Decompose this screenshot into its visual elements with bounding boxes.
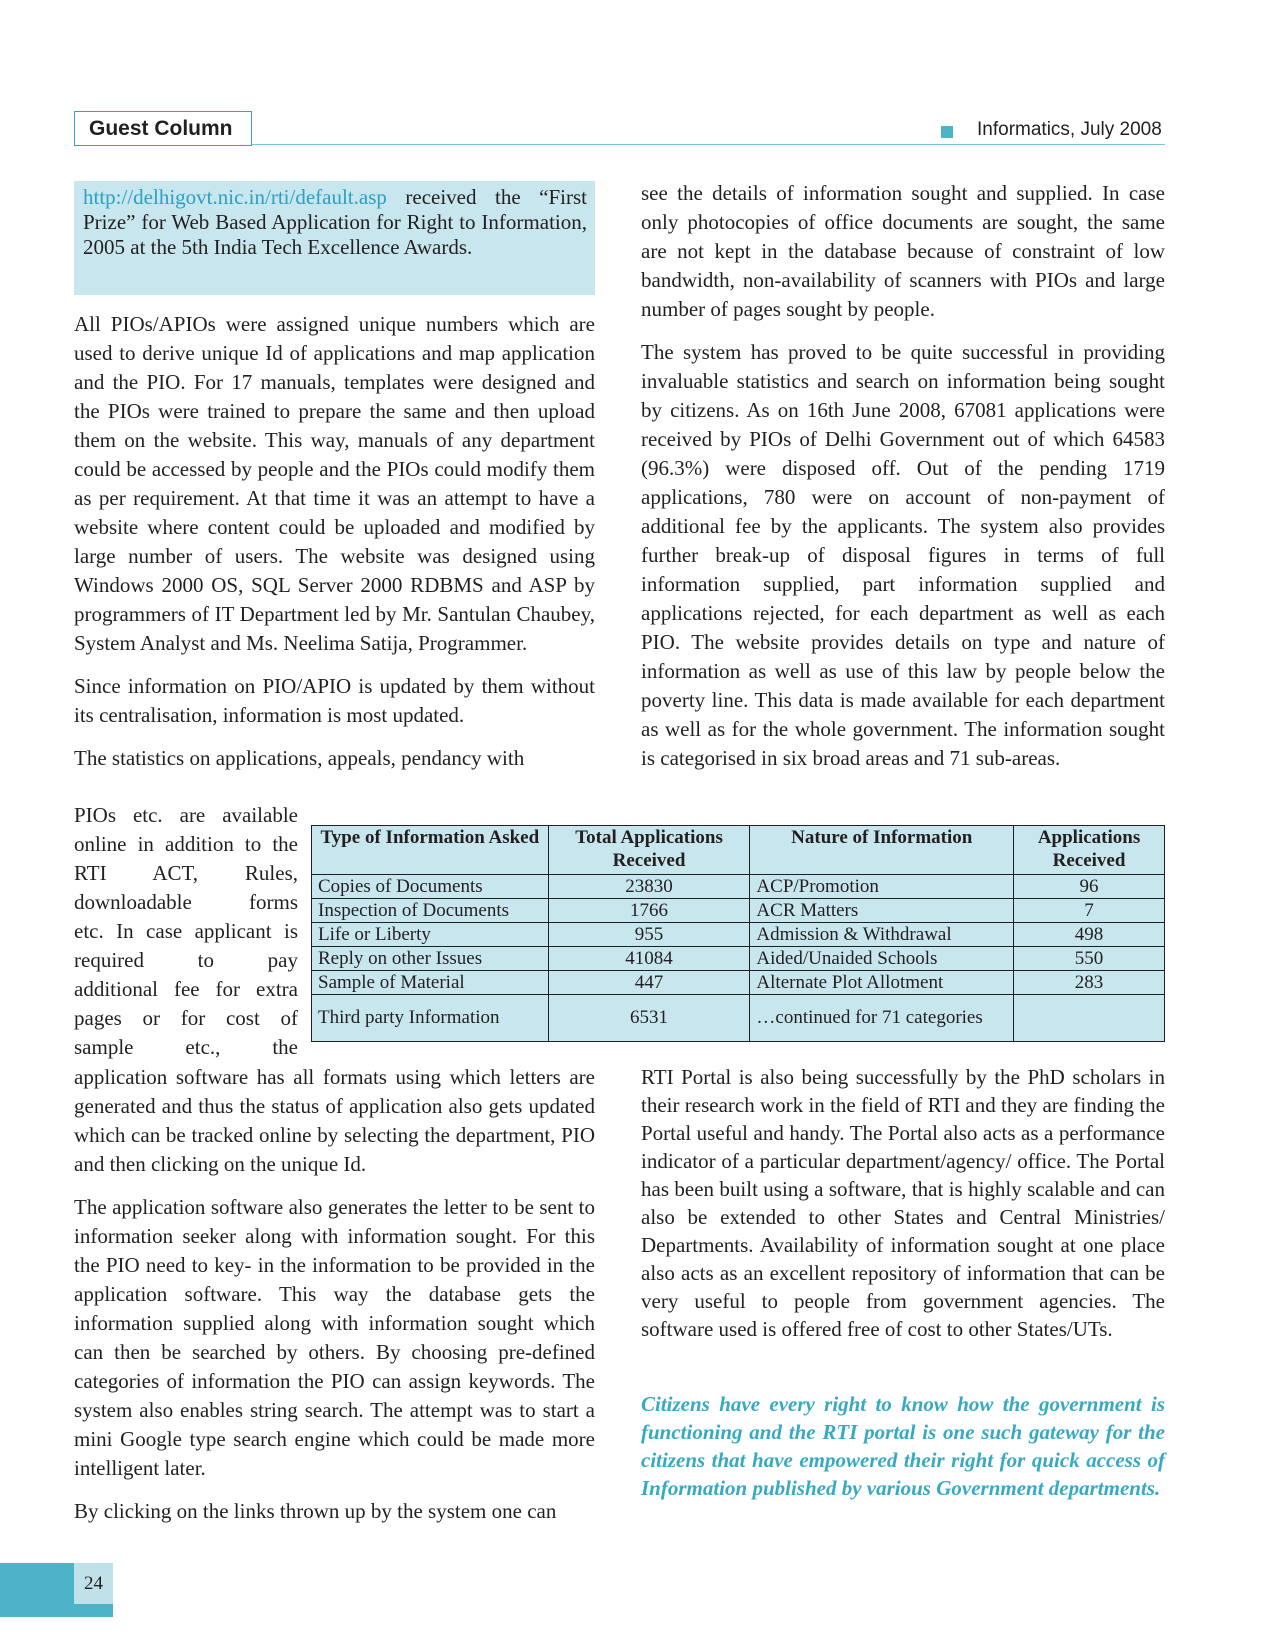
paragraph: The statistics on applications, appeals, pendancy with	[74, 746, 525, 770]
highlight-text: received the “First Prize” for Web Based Application for Right to Information, 2005 at the 5th India Tech Excellence Awards.	[83, 185, 587, 259]
publication-info: Informatics, July 2008	[977, 119, 1162, 140]
column-header: Applications Received	[1014, 826, 1165, 875]
table-cell: 96	[1014, 875, 1165, 899]
pull-quote: Citizens have every right to know how the government is functioning and the RTI portal is one such gateway for the citizens that have empowered their right for quick access of Information published by various Government departments.	[641, 1392, 1165, 1500]
paragraph: All PIOs/APIOs were assigned unique numbers which are used to derive unique Id of applications and map application and the PIO. For 17 manuals, templates were designed and the PIOs were trained to prepare the same and then upload them on the website. This way, manuals of any department could be accessed by people and the PIOs could modify them as per requirement. At that time it was an attempt to have a website where content could be uploaded and modified by large number of users. The website was designed using Windows 2000 OS, SQL Server 2000 RDBMS and ASP by programmers of IT Department led by Mr. Santulan Chaubey, System Analyst and Ms. Neelima Satija, Programmer.	[74, 312, 595, 655]
paragraph: The system has proved to be quite successful in providing invaluable statistics and search on information being sought by citizens. As on 16th June 2008, 67081 applications were received by PIOs of Delhi Government out of which 64583 (96.3%) were disposed off. Out of the pending 1719 applications, 780 were on account of non-payment of additional fee by the applicants. The system also provides further break-up of disposal figures in terms of full information supplied, part information supplied and applications rejected, for each department as well as each PIO. The website provides details on type and nature of information as well as use of this law by people below the poverty line. This data is made available for each department as well as for the whole government. The information sought is categorised in six broad areas and 71 sub-areas.	[641, 340, 1165, 770]
wrap-line: additional fee for extra	[74, 977, 298, 1001]
table-cell: 6531	[548, 995, 750, 1042]
table-row	[312, 923, 1165, 947]
paragraph: RTI Portal is also being successfully by the PhD scholars in their research work in the field of RTI and they are finding the Portal useful and handy. The Portal also acts as a performance indicator of a particular department/agency/ office. The Portal has been built using a software, that is highly scalable and can also be extended to other States and Central Ministries/ Departments. Availability of information sought at one place also acts as an excellent repository of information that can be very useful to people from government agencies. The software used is offered free of cost to other States/UTs.	[641, 1065, 1165, 1341]
wrap-line: RTI ACT, Rules,	[74, 861, 298, 885]
footer-color-block	[0, 1563, 74, 1617]
left-column-bottom	[74, 1063, 595, 1540]
column-header: Type of Information Asked	[312, 826, 549, 875]
table-cell: Reply on other Issues	[312, 947, 549, 971]
table-cell: 1766	[548, 899, 750, 923]
table-cell: 23830	[548, 875, 750, 899]
wrap-line: required to pay	[74, 948, 298, 972]
table-cell: 41084	[548, 947, 750, 971]
table-cell: Alternate Plot Allotment	[750, 971, 1014, 995]
table-cell: Inspection of Documents	[312, 899, 549, 923]
table-cell	[1014, 995, 1165, 1042]
paragraph: Since information on PIO/APIO is updated by them without its centralisation, information is most updated.	[74, 674, 595, 727]
page-number: 24	[74, 1563, 113, 1604]
table-cell: Admission & Withdrawal	[750, 923, 1014, 947]
table-cell: 447	[548, 971, 750, 995]
table-row	[312, 995, 1165, 1042]
rti-statistics-table	[311, 825, 1165, 1042]
paragraph: By clicking on the links thrown up by the system one can	[74, 1499, 557, 1523]
table-row	[312, 947, 1165, 971]
paragraph: application software has all formats using which letters are generated and thus the status of application also gets updated which can be tracked online by selecting the department, PIO and then clicking on the unique Id.	[74, 1065, 595, 1176]
table-cell: Copies of Documents	[312, 875, 549, 899]
wrap-line: downloadable forms	[74, 890, 298, 914]
paragraph: The application software also generates the letter to be sent to information seeker along with information sought. For this the PIO need to key- in the information to be provided in the application software. This way the database gets the information supplied along with information sought which can then be searched by others. By choosing pre-defined categories of information the PIO can assign keywords. The system also enables string search. The attempt was to start a mini Google type search engine which could be made more intelligent later.	[74, 1195, 595, 1480]
left-column-top	[74, 310, 595, 773]
table-cell: …continued for 71 categories	[750, 995, 1014, 1042]
wrap-line: etc. In case applicant is	[74, 919, 298, 943]
wrap-line: PIOs etc. are available	[74, 803, 298, 827]
table-cell: 498	[1014, 923, 1165, 947]
header-square-icon	[941, 126, 953, 138]
table-cell: Life or Liberty	[312, 923, 549, 947]
paragraph: see the details of information sought and supplied. In case only photocopies of office documents are sought, the same are not kept in the database because of constraint of low bandwidth, non-availability of scanners with PIOs and large number of pages sought by people.	[641, 181, 1165, 321]
right-column-bottom	[641, 1063, 1165, 1357]
website-link[interactable]: http://delhigovt.nic.in/rti/default.asp	[83, 185, 387, 209]
table-cell: 550	[1014, 947, 1165, 971]
footer-color-strip	[74, 1604, 113, 1617]
wrap-line: online in addition to the	[74, 832, 298, 856]
table-cell: 283	[1014, 971, 1165, 995]
table-cell: ACP/Promotion	[750, 875, 1014, 899]
table-cell: Aided/Unaided Schools	[750, 947, 1014, 971]
highlight-box	[74, 181, 595, 295]
column-header: Nature of Information	[750, 826, 1014, 875]
section-title: Guest Column	[74, 111, 252, 146]
table-cell: Third party Information	[312, 995, 549, 1042]
table-row	[312, 875, 1165, 899]
table-header-row	[312, 826, 1165, 875]
header-rule	[252, 144, 1165, 145]
column-header: Total Applications Received	[548, 826, 750, 875]
table-row	[312, 971, 1165, 995]
table-cell: ACR Matters	[750, 899, 1014, 923]
wrap-line: pages or for cost of	[74, 1006, 298, 1030]
wrap-text	[74, 801, 298, 1062]
table-cell: 7	[1014, 899, 1165, 923]
table-cell: 955	[548, 923, 750, 947]
table-row	[312, 899, 1165, 923]
right-column-top	[641, 179, 1165, 787]
wrap-line: sample etc., the	[74, 1035, 298, 1059]
table-cell: Sample of Material	[312, 971, 549, 995]
